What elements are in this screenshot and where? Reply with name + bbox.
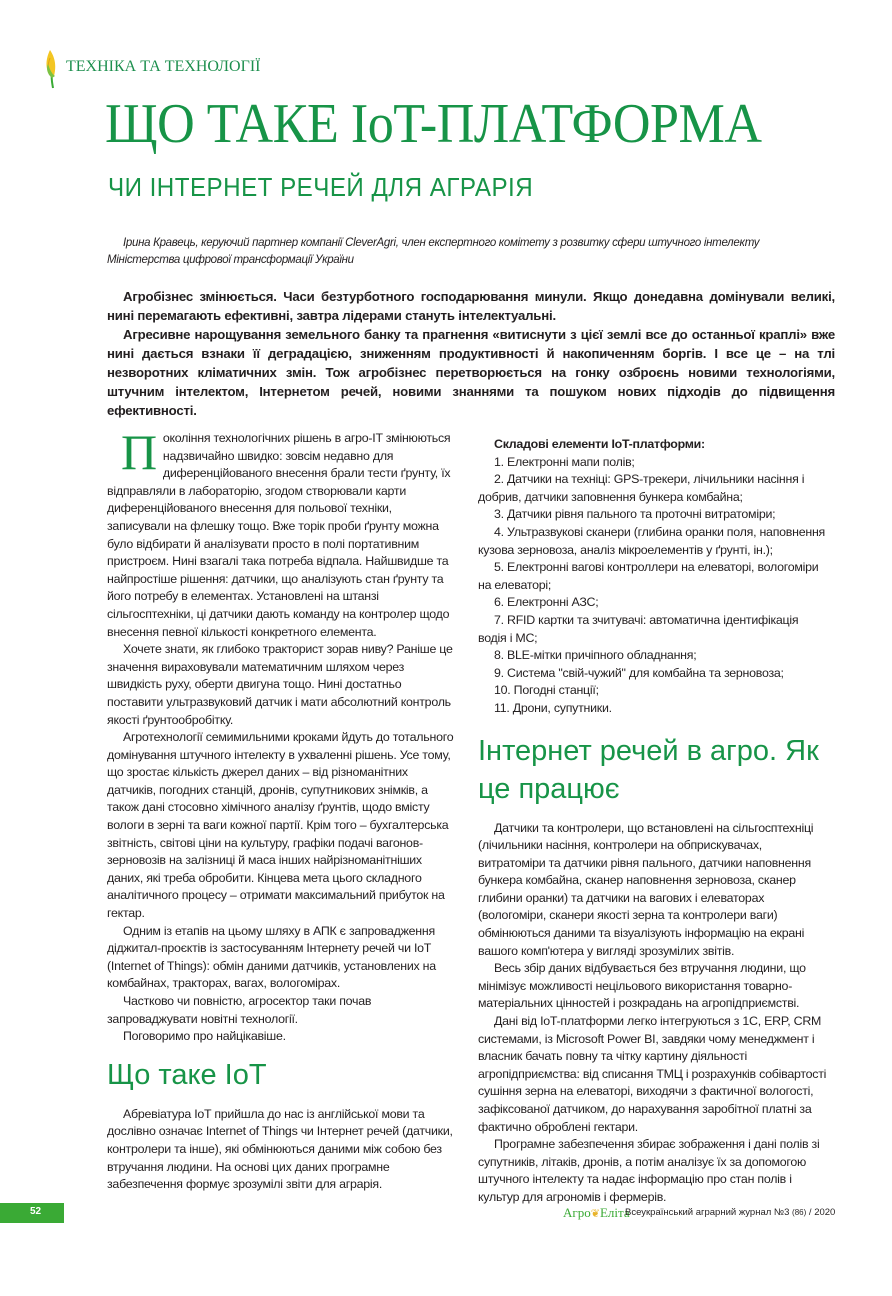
list-item: 9. Система "свій-чужий" для комбайна та зерновоза; (494, 665, 784, 680)
page-number-tab (0, 1203, 64, 1223)
body-paragraph: Поговоримо про найцікавіше. (123, 1029, 286, 1044)
journal-info: Всеукраїнський аграрний журнал №3 (86) / 2020 (625, 1207, 836, 1218)
lead-paragraphs (107, 287, 835, 420)
body-paragraph: Весь збір даних відбувається без втручання людини, що мінімізує можливості нецільового використання товарно-матеріальних цінностей і розкрадань на агропідприємстві. (478, 961, 806, 1011)
corn-icon (42, 42, 64, 90)
list-item: 5. Електронні вагові контроллери на елеваторі, вологоміри на елеваторі; (478, 560, 819, 592)
body-paragraph: Програмне забезпечення збирає зображення і дані полів зі супутників, літаків, дронів, а потім аналізує їх за допомогою штучного інтелекту та надає інформацію про стан полів і культур для агрономів і фермерів. (478, 1137, 820, 1204)
section-heading-what-is-iot: Що таке IoT (107, 1058, 267, 1091)
list-item: 1. Електронні мапи полів; (494, 454, 635, 469)
article-subtitle: ЧИ ІНТЕРНЕТ РЕЧЕЙ ДЛЯ АГРАРІЯ (108, 172, 534, 202)
list-item: 8. BLE-мітки причіпного обладнання; (494, 648, 697, 663)
list-item: 3. Датчики рівня пального та проточні витратоміри; (494, 507, 776, 522)
list-item: 6. Електронні АЗС; (494, 595, 599, 610)
list-item: 7. RFID картки та зчитувачі: автоматична ідентифікація водія і МС; (478, 612, 799, 645)
body-paragraph: Абревіатура IoT прийшла до нас із англійської мови та дослівно означає Internet of Things чи Інтернет речей (датчики, контролери та інше), які обмінюються даними між собою без втручання людини. На основі цих даних програмне забезпечення формує зрозумілі звіти для аграрія. (107, 1106, 453, 1192)
list-title: Складові елементи IoT-платформи: (494, 437, 705, 451)
lead-paragraph: Агресивне нарощування земельного банку та прагнення «витиснути з цієї землі все до останньої краплі» вже нині дається взнаки її деградацією, зниженням продуктивності й накопиченням боргів. І все це – на тлі незворотних кліматичних змін. Тож агробізнес перетворюється на гонку озброєнь новими технологіями, штучним інтелектом, Інтернетом речей, новими знаннями та пошуком нових підходів до підвищення ефективності. (107, 327, 835, 418)
list-item: 10. Погодні станції; (494, 683, 599, 698)
page-number: 52 (30, 1206, 42, 1217)
list-item: 2. Датчики на техніці: GPS-трекери, лічильники насіння і добрив, датчики заповнення бункера комбайна; (478, 472, 805, 504)
author-byline: Ірина Кравець, керуючий партнер компанії CleverAgri, член експертного комітету з розвитку сфери штучного інтелекту Міністерства цифрової трансформації України (107, 237, 760, 266)
body-paragraph: Датчики та контролери, що встановлені на сільгосптехніці (лічильники насіння, контролери на обприскувачах, витратоміри та датчики рівня пального, датчики наповнення бункера комбайна, сканер наповнення зерновоза, сканер глибини оранки) та датчики на вагових і елеваторах (вологоміри, сканери якості зерна та контролери ваги) обмінюються даними та візуалізують інформацію на екрані вашого комп'ютера у вигляді зрозумілих звітів. (478, 820, 814, 958)
right-column (478, 436, 828, 1207)
body-paragraph: Частково чи повністю, агросектор таки почав запроваджувати новітні технології. (107, 994, 372, 1026)
body-paragraph: Агротехнології семимильними кроками йдуть до тотального домінування штучного інтелекту в ухваленні рішень. Усе тому, що зростає кількість джерел даних – від різноманітних датчиків, погодних станцій, дронів, супутникових знімків, а також дані стосовно хімічного аналізу ґрунтів, щодо вмісту вологи в зерні та ваги кожної партії. Крім того – бухгалтерська звітність, світові ціни на культуру, графіки подачі вагонов-зерновозів на залізниці й маса інших найрізноманітніших даних, які треба обробити. Кінцева мета цього складного аналітичного процесу – отримати максимальний прибуток на гектар. (107, 730, 454, 921)
body-paragraph: Одним із етапів на цьому шляху в АПК є запровадження діджитал-проєктів із застосуванням Інтернету речей чи IoT (Internet of Things): обмін даними датчиків, установлених на комбайнах, тракторах, вагах, вологомірах. (107, 923, 436, 991)
drop-cap: П (121, 424, 157, 480)
body-paragraph: Дані від IoT-платформи легко інтегруються з 1С, ERP, CRM системами, із Microsoft Power BI, завдяки чому менеджмент і власник бачать повну та чітку картину діяльності агропідприємства: від списання ТМЦ і розрахунків собівартості сушіння зерна на елеваторі, виходячи з фактичної вологості, зафіксованої датчиком, до нарахування заробітної платні за фактично оброблені гектари. (478, 1014, 827, 1134)
leaf-icon: ❦ (590, 1208, 600, 1220)
left-column (107, 424, 455, 1194)
magazine-logo: Агро❦Еліта (563, 1205, 630, 1220)
lead-paragraph: Агробізнес змінюється. Часи безтурботного господарювання минули. Якщо донедавна домінували великі, нині перемагають ефективні, завтра лідерами стануть інтелектуальні. (107, 289, 835, 323)
section-label: ТЕХНІКА ТА ТЕХНОЛОГІЇ (66, 58, 261, 75)
article-title: ЩО ТАКЕ IoT-ПЛАТФОРМА (105, 93, 762, 155)
section-heading-iot-in-agro: Інтернет речей в агро. Як це працює (478, 734, 819, 805)
list-item: 11. Дрони, супутники. (494, 700, 612, 715)
body-paragraph: Покоління технологічних рішень в агро-IT змінюються надзвичайно швидко: зовсім недавно для диференційованого внесення брали тести ґрунту, їх відправляли в лабораторію, згодом створювали карти диференційованого внесення для польової техніки, записували на флешку тощо. Вже торік проби ґрунту можна було відбирати й аналізувати просто в полі портативним пристроєм. Нині взагалі така потреба відпала. Найшвидше та найпростіше рішення: датчики, що аналізують стан ґрунту та його потребу в елементах. Установлені на штанзі сільгосптехніки, ці датчики дають команду на контролер щодо внесення певної кількості конкретного елемента. (107, 424, 451, 639)
section-header (42, 42, 260, 90)
body-paragraph: Хочете знати, як глибоко тракторист зорав ниву? Раніше це значення вираховували математичним шляхом через швидкість руху, оберти двигуна тощо. Нині достатньо поставити ультразвуковий датчик і мати абсолютний контроль якості ґрунтообробітку. (107, 642, 453, 727)
list-item: 4. Ультразвукові сканери (глибина оранки поля, наповнення кузова зерновоза, аналіз мікроелементів у ґрунті, ін.); (478, 524, 826, 557)
